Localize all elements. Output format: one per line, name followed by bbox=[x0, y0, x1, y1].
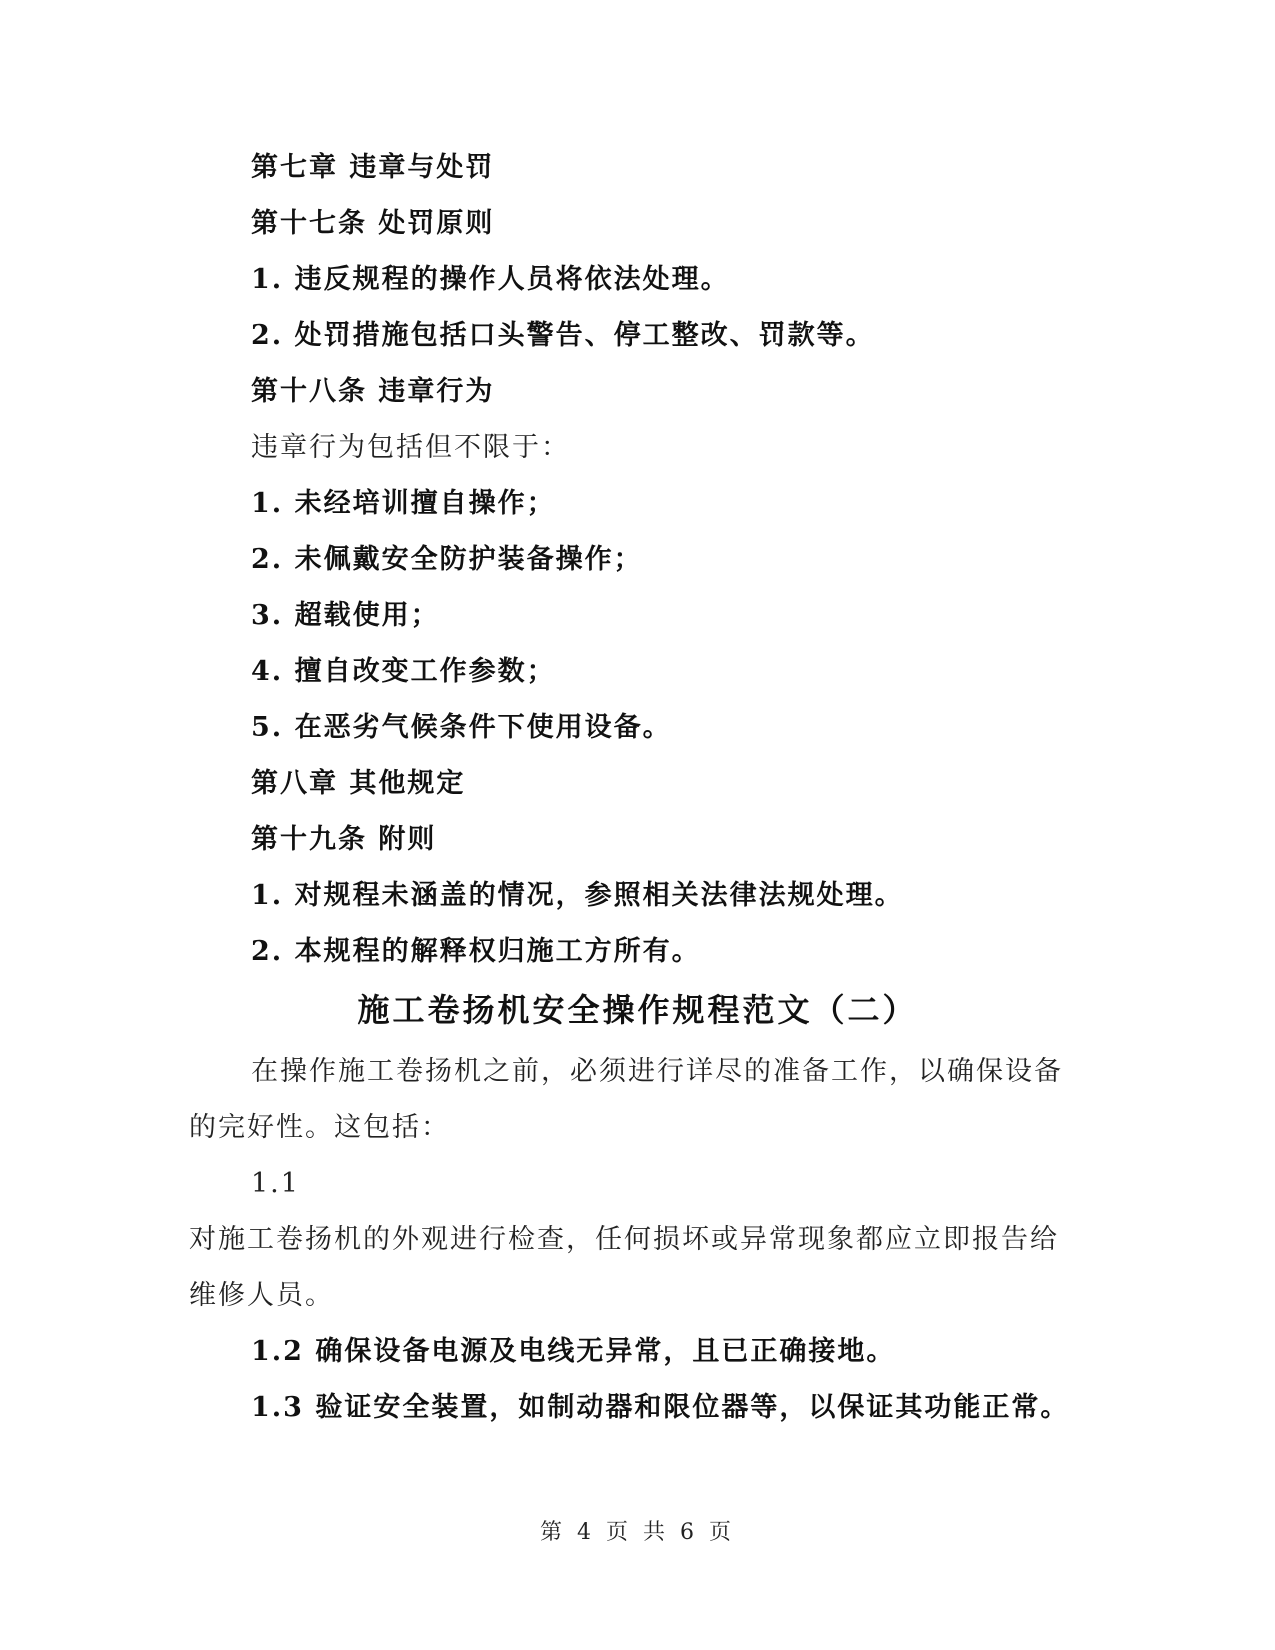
list-item: 1.3 验证安全装置，如制动器和限位器等，以保证其功能正常。 bbox=[251, 1392, 1070, 1423]
chapter-8-heading: 第八章 其他规定 bbox=[251, 768, 466, 799]
item-number: 1.1 bbox=[251, 1168, 300, 1199]
list-item: 5. 在恶劣气候条件下使用设备。 bbox=[251, 712, 672, 743]
list-item: 1. 对规程未涵盖的情况，参照相关法律法规处理。 bbox=[251, 880, 904, 911]
list-item: 2. 本规程的解释权归施工方所有。 bbox=[251, 936, 701, 967]
list-item: 3. 超载使用； bbox=[251, 600, 440, 631]
article-19-heading: 第十九条 附则 bbox=[251, 824, 437, 855]
page-footer: 第 4 页 共 6 页 bbox=[540, 1520, 735, 1545]
chapter-7-heading: 第七章 违章与处罚 bbox=[251, 152, 495, 183]
list-item: 2. 处罚措施包括口头警告、停工整改、罚款等。 bbox=[251, 320, 875, 351]
list-item: 1. 未经培训擅自操作； bbox=[251, 488, 556, 519]
list-item: 1.2 确保设备电源及电线无异常，且已正确接地。 bbox=[251, 1336, 896, 1367]
list-item: 4. 擅自改变工作参数； bbox=[251, 656, 556, 687]
section-title: 施工卷扬机安全操作规程范文（二） bbox=[357, 991, 918, 1029]
paragraph-line: 维修人员。 bbox=[189, 1280, 334, 1311]
paragraph-line: 在操作施工卷扬机之前，必须进行详尽的准备工作，以确保设备 bbox=[251, 1056, 1063, 1087]
article-18-heading: 第十八条 违章行为 bbox=[251, 376, 495, 407]
list-item: 2. 未佩戴安全防护装备操作； bbox=[251, 544, 643, 575]
list-item: 1. 违反规程的操作人员将依法处理。 bbox=[251, 264, 730, 295]
intro-text: 违章行为包括但不限于： bbox=[251, 432, 570, 463]
paragraph-line: 的完好性。这包括： bbox=[189, 1112, 450, 1143]
article-17-heading: 第十七条 处罚原则 bbox=[251, 208, 495, 239]
paragraph-line: 对施工卷扬机的外观进行检查，任何损坏或异常现象都应立即报告给 bbox=[189, 1224, 1059, 1255]
